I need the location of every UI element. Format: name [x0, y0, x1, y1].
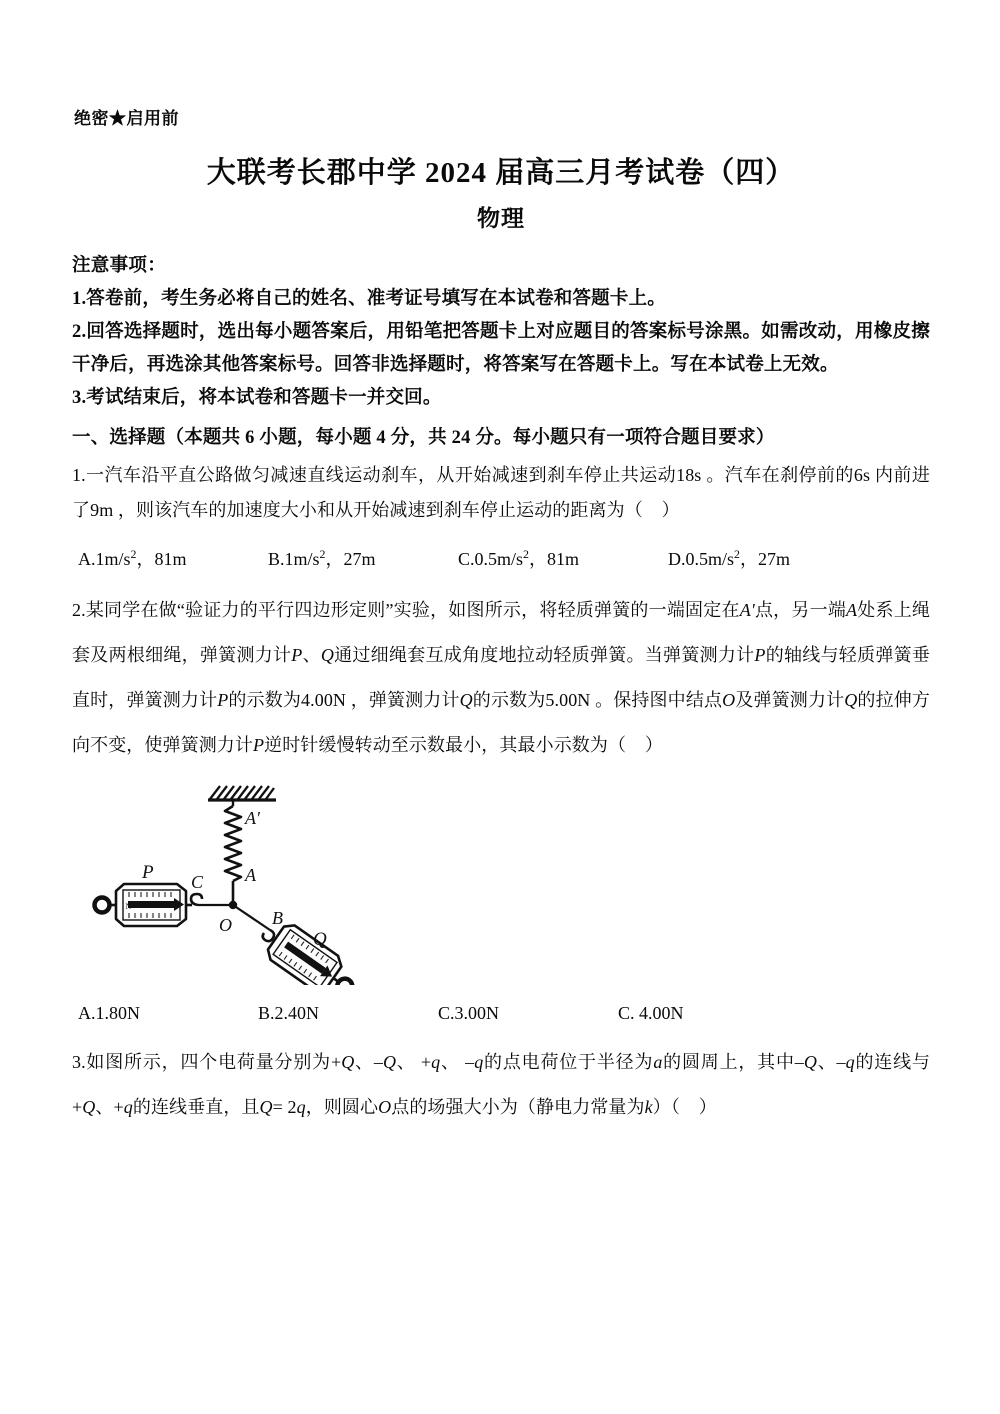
question-3-text-k: = 2: [272, 1097, 297, 1117]
question-2-option-a[interactable]: [78, 996, 140, 1030]
question-2-text-b: 点，另一端: [754, 600, 847, 620]
figure-label-q: Q: [313, 929, 327, 950]
option-value: 0.5m/s: [685, 549, 735, 569]
figure-label-a: A: [245, 865, 256, 885]
hook-b-icon: [263, 930, 274, 941]
question-1-stem: [72, 458, 930, 528]
option-second-value: ，27m: [739, 549, 790, 569]
question-2-option-d[interactable]: [618, 996, 684, 1030]
spring-force-experiment-diagram: [80, 780, 420, 985]
question-3-text-i: 、+: [95, 1097, 124, 1117]
question-3-text-f: 的圆周上，其中–: [662, 1052, 804, 1072]
question-2-var-q1: Q: [320, 645, 334, 665]
question-2-answer-blank: [626, 735, 645, 755]
figure-label-c: C: [191, 872, 204, 892]
question-3-text-b: 、–: [354, 1052, 383, 1072]
option-label: D.: [668, 549, 686, 569]
section-heading-choice: 一、选择题（本题共 6 小题，每小题 4 分，共 24 分。每小题只有一项符合题目要求）: [72, 428, 775, 448]
question-3-text-j: 的连线垂直，且: [132, 1097, 260, 1117]
question-3-var-q2: Q: [382, 1052, 397, 1072]
question-2-var-a-prime: A′: [739, 600, 755, 620]
question-3-var-o: O: [378, 1097, 392, 1117]
question-2-figure-wrap: [72, 780, 930, 990]
question-1-option-b[interactable]: [268, 542, 375, 576]
question-2-text-k: 逆时针缓慢转动至示数最小，其最小示数为（: [264, 735, 627, 755]
question-3-var-sq2: q: [474, 1052, 484, 1072]
question-2-text-d: 、: [302, 645, 321, 665]
option-label: A.: [78, 1003, 96, 1023]
option-value: 3.00N: [454, 1003, 500, 1023]
page-title: 大联考长郡中学 2024 届高三月考试卷（四）: [206, 157, 796, 189]
question-1-options: [72, 542, 930, 572]
question-3-text-h: 的连线与+: [72, 1052, 930, 1117]
question-3-var-q5: Q: [259, 1097, 273, 1117]
notice-item-3: 3.考试结束后，将本试卷和答题卡一并交回。: [72, 388, 442, 408]
ceiling-support-icon: [208, 786, 276, 800]
question-3-var-sq5: q: [296, 1097, 306, 1117]
option-label: B.: [268, 549, 285, 569]
option-exponent: 2: [734, 547, 740, 561]
secret-label: 绝密★启用前: [74, 109, 179, 128]
question-3-stem: [72, 1040, 930, 1130]
question-3-var-sq1: q: [431, 1052, 441, 1072]
option-exponent: 2: [130, 547, 137, 561]
question-2-var-q3: Q: [844, 690, 858, 710]
page-content: [72, 106, 930, 1130]
question-3-text-e: 的点电荷位于半径为: [483, 1052, 654, 1072]
question-3-text-l: ，则圆心: [305, 1097, 379, 1117]
question-2-paren-close: ）: [644, 735, 664, 755]
option-second-value: ，81m: [136, 549, 187, 569]
question-2-option-b[interactable]: [258, 996, 319, 1030]
question-3-var-q1: Q: [341, 1052, 355, 1072]
question-3-text-g: 、–: [817, 1052, 846, 1072]
notice-item-2: 2.回答选择题时，选出每小题答案后，用铅笔把答题卡上对应题目的答案标号涂黑。如需改动，用橡皮擦干净后，再选涂其他答案标号。回答非选择题时，将答案写在答题卡上。写在本试卷上无效。: [72, 322, 930, 375]
question-2-var-o: O: [722, 690, 736, 710]
option-exponent: 2: [523, 547, 529, 561]
question-3-text-a: 3.如图所示，四个电荷量分别为+: [72, 1052, 342, 1072]
option-value: 1m/s: [95, 549, 131, 569]
question-1-answer-blank: [643, 500, 662, 520]
question-3-paren-close: ）: [698, 1097, 717, 1117]
question-2-var-p1: P: [291, 645, 303, 665]
option-label: C.: [458, 549, 475, 569]
question-3-text-c: 、 +: [396, 1052, 432, 1072]
option-value: 0.5m/s: [474, 549, 524, 569]
figure-label-o: O: [219, 915, 232, 935]
question-3-var-k: k: [644, 1097, 653, 1117]
question-2-var-p2: P: [754, 645, 766, 665]
question-1-option-c[interactable]: [458, 542, 579, 576]
figure-label-b: B: [272, 908, 283, 928]
question-2-text-h: 的示数为5.00N 。保持图中结点: [472, 690, 723, 710]
option-label: C.: [438, 1003, 455, 1023]
subject-title: 物理: [477, 206, 525, 231]
question-2-var-p3: P: [217, 690, 229, 710]
option-second-value: ，81m: [528, 549, 579, 569]
notice-item-1: 1.答卷前，考生务必将自己的姓名、准考证号填写在本试卷和答题卡上。: [72, 289, 666, 309]
question-3-text-m: 点的场强大小为（静电力常量为: [391, 1097, 645, 1117]
option-label: C.: [618, 1003, 635, 1023]
question-3-answer-blank: [680, 1097, 699, 1117]
hook-c-icon: [191, 894, 202, 905]
question-2-var-p4: P: [253, 735, 265, 755]
question-2-text-e: 通过细绳套互成角度地拉动轻质弹簧。当弹簧测力计: [333, 645, 755, 665]
question-2-text-j: 的拉伸方向不变，使弹簧测力计: [72, 690, 930, 755]
figure-label-a-prime: A′: [245, 808, 260, 828]
question-3-var-q3: Q: [803, 1052, 818, 1072]
option-value: 2.40N: [274, 1003, 320, 1023]
option-value: 1m/s: [284, 549, 320, 569]
question-3-var-a: a: [653, 1052, 663, 1072]
question-1-paren-close: ）: [661, 500, 680, 520]
question-2-options: [72, 996, 930, 1026]
cord-right: [233, 905, 270, 930]
option-label: B.: [258, 1003, 275, 1023]
option-second-value: ，27m: [325, 549, 376, 569]
option-label: A.: [78, 549, 96, 569]
question-3-var-sq3: q: [845, 1052, 855, 1072]
spring-scale-p-icon: [95, 884, 193, 926]
question-2-text-a: 2.某同学在做“验证力的平行四边形定则”实验，如图所示，将轻质弹簧的一端固定在: [72, 600, 740, 620]
question-3-var-sq4: q: [123, 1097, 133, 1117]
question-3-text-d: 、 –: [440, 1052, 475, 1072]
question-2-stem: [72, 588, 930, 768]
light-spring-icon: [225, 800, 241, 905]
question-1-option-a[interactable]: [78, 542, 186, 576]
question-3-text-n: ）（: [652, 1097, 680, 1117]
question-2-text-f: 的轴线与轻质弹簧垂直时，弹簧测力计: [72, 645, 930, 710]
question-2-text-g: 的示数为4.00N ，弹簧测力计: [228, 690, 460, 710]
question-1-option-d[interactable]: [668, 542, 790, 576]
question-3-var-q4: Q: [82, 1097, 96, 1117]
svg-text:N: N: [125, 902, 132, 911]
option-value: 4.00N: [639, 1003, 684, 1023]
question-2-option-c[interactable]: [438, 996, 499, 1030]
question-1-text: 1.一汽车沿平直公路做匀减速直线运动刹车，从开始减速到刹车停止共运动18s 。汽车在刹停前的6s 内前进了9m ，则该汽车的加速度大小和从开始减速到刹车停止运动的距离为（: [72, 465, 930, 520]
option-exponent: 2: [319, 547, 326, 561]
notice-heading: 注意事项：: [72, 256, 167, 276]
option-value: 1.80N: [95, 1003, 140, 1023]
question-2-var-a: A: [846, 600, 858, 620]
figure-label-p: P: [142, 862, 154, 883]
question-2-text-i: 及弹簧测力计: [735, 690, 845, 710]
question-2-text-c: 处系上绳套及两根细绳，弹簧测力计: [72, 600, 931, 665]
question-2-var-q2: Q: [459, 690, 473, 710]
